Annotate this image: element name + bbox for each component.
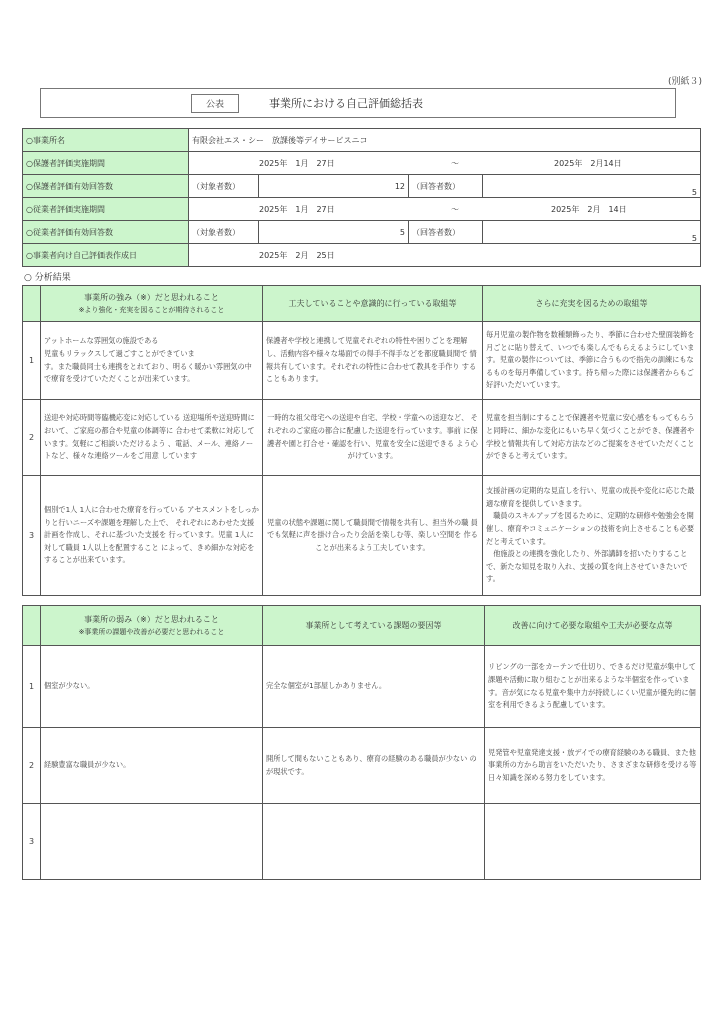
strength-text: アットホームな雰囲気の施設である 児童もリラックスして過ごすことができていま す。また職員同士も連携をとれており、明るく暖かい雰囲気の中で療育を受けていただくことが出来ています。 — [41, 322, 263, 400]
guardian-period-end: 2025年 2月14日 — [554, 159, 622, 168]
effort-text: 児童の状態や課題に関して職員間で情報を共有し、担当外の職 員でも気軽に声を掛け合ったり会話を楽しむ等、楽しい空間を 作ることが出来るよう工夫しています。 — [263, 476, 483, 596]
row-number: 2 — [23, 400, 41, 476]
guardian-target-count: 12 — [259, 175, 409, 198]
staff-period-label: ○従業者評価実施期間 — [23, 198, 189, 221]
strengths-col1-title: 事業所の強み（※）だと思われること — [84, 293, 219, 302]
weaknesses-col1-title: 事業所の弱み（※）だと思われること — [84, 615, 219, 624]
guardian-period-label: ○保護者評価実施期間 — [23, 152, 189, 175]
guardian-period-start: 2025年 1月 27日 — [259, 159, 335, 168]
strengths-col1-header — [41, 286, 263, 322]
page-title: 事業所における自己評価総括表 — [269, 97, 423, 110]
staff-period-sep: ～ — [451, 205, 459, 214]
improve-text: 毎月児童の製作物を数種類飾ったり、季節に合わせた壁面装飾を月ごとに貼り替えて、いつでも楽しんでもらえるようにしています。児童の製作については、季節に合うもので指先の訓練にもなるものを毎月準備しています。持ち帰った際には保護者からもご好評いただいています。 — [483, 322, 701, 400]
strength-text: 送迎や対応時間等臨機応変に対応している 送迎場所や送迎時間において、ご家庭の都合や児童の体調等に 合わせて柔軟に対応しています。気軽にご相談いただけるよう 、電話、メール、連絡ノートなど、様々な連絡ツールをご用意 しています — [41, 400, 263, 476]
table-row — [23, 646, 701, 728]
annex-label: (別紙３) — [667, 77, 702, 87]
weaknesses-table — [22, 605, 701, 880]
facility-info-table — [22, 128, 701, 267]
strengths-col2-header: 工夫していることや意識的に行っている取組等 — [263, 286, 483, 322]
staff-answer-label: （回答者数） — [409, 221, 483, 244]
row-number: 1 — [23, 646, 41, 728]
cause-text: 開所して間もないこともあり、療育の経験のある職員が少ない のが現状です。 — [263, 728, 485, 804]
guardian-period-row — [23, 152, 701, 175]
staff-count-label: ○従業者評価有効回答数 — [23, 221, 189, 244]
row-number: 2 — [23, 728, 41, 804]
created-row — [23, 244, 701, 267]
cause-text: 完全な個室が1部屋しかありません。 — [263, 646, 485, 728]
strengths-col1-note: ※より強化・充実を図ることが期待されること — [78, 306, 225, 314]
weaknesses-col3-header: 改善に向けて必要な取組や工夫が必要な点等 — [485, 606, 701, 646]
row-number: 1 — [23, 322, 41, 400]
facility-label: ○事業所名 — [23, 129, 189, 152]
strengths-table — [22, 285, 701, 596]
table-row — [23, 322, 701, 400]
staff-period-start: 2025年 1月 27日 — [259, 205, 335, 214]
staff-period-row — [23, 198, 701, 221]
weakness-text: 経験豊富な職員が少ない。 — [41, 728, 263, 804]
effort-text: 保護者や学校と連携して児童それぞれの特性や困りごとを理解 し、活動内容や様々な場面での得手不得手などを都度職員間で 情報共有しています。それぞれの特性に合わせて教具を手作り することもあります。 — [263, 322, 483, 400]
cause-text — [263, 804, 485, 880]
strengths-col3-header: さらに充実を図るための取組等 — [483, 286, 701, 322]
title-box — [40, 88, 676, 118]
weaknesses-col2-header: 事業所として考えている課題の要因等 — [263, 606, 485, 646]
improve-text: 児発管や児童発達支援・放デイでの療育経験のある職員、また他事業所の方から助言をいただいたり、さまざまな研修を受ける等日々知識を深める努力をしています。 — [485, 728, 701, 804]
row-number: 3 — [23, 804, 41, 880]
improve-text: 支援計画の定期的な見直しを行い、児童の成長や変化に応じた最適な療育を提供していきます。 職員のスキルアップを図るために、定期的な研修や勉強会を開催し、療育やコミュニケーションの技術を向上させることも必要だと考えています。 他施設との連携を強化したり、外部講師を招いたりすることで、新たな知見を取り入れ、支援の質を向上させていきたいです。 — [483, 476, 701, 596]
weakness-text: 個室が少ない。 — [41, 646, 263, 728]
weaknesses-col1-note: ※事業所の課題や改善が必要だと思われること — [78, 628, 225, 636]
created-label: ○事業者向け自己評価表作成日 — [23, 244, 189, 267]
weaknesses-header-row — [23, 606, 701, 646]
staff-target-count: 5 — [259, 221, 409, 244]
weaknesses-col1-header — [41, 606, 263, 646]
guardian-count-label: ○保護者評価有効回答数 — [23, 175, 189, 198]
guardian-period-sep: ～ — [451, 159, 459, 168]
guardian-answer-count: 5 — [483, 175, 701, 198]
staff-target-label: （対象者数） — [189, 221, 259, 244]
improve-text — [485, 804, 701, 880]
created-date: 2025年 2月 25日 — [259, 251, 335, 260]
table-row — [23, 400, 701, 476]
strengths-header-row — [23, 286, 701, 322]
weakness-text — [41, 804, 263, 880]
improve-text: リビングの一部をカーテンで仕切り、できるだけ児童が集中して課題や活動に取り組むことが出来るような半個室を作っています。音が気になる児童や集中力が持続しにくい児童が優先的に個室を利用できるよう配慮しています。 — [485, 646, 701, 728]
staff-answer-count: 5 — [483, 221, 701, 244]
guardian-count-row — [23, 175, 701, 198]
table-row — [23, 476, 701, 596]
facility-row — [23, 129, 701, 152]
staff-period-end: 2025年 2月 14日 — [551, 205, 627, 214]
staff-count-row — [23, 221, 701, 244]
public-badge: 公表 — [191, 94, 239, 113]
table-row — [23, 804, 701, 880]
analysis-section-label: ○ 分析結果 — [24, 273, 71, 283]
guardian-answer-label: （回答者数） — [409, 175, 483, 198]
row-number: 3 — [23, 476, 41, 596]
table-row — [23, 728, 701, 804]
effort-text: 一時的な祖父母宅への送迎や自宅、学校・学童への送迎など、 それぞれのご家庭の都合に配慮した送迎を行っています。事前 に保護者や園と打合せ・確認を行い、児童を安全に送迎できる よう心がけています。 — [263, 400, 483, 476]
guardian-target-label: （対象者数） — [189, 175, 259, 198]
improve-text: 児童を担当制にすることで保護者や児童に安心感をもってもらうと同時に、細かな変化にもいち早く気づくことができ、保護者や学校と情報共有して対応方法などのご提案をさせていただくことができると考えています。 — [483, 400, 701, 476]
facility-name: 有限会社エス・シー 放課後等デイサービスニコ — [189, 129, 701, 152]
strength-text: 個別で1人 1人に合わせた療育を行っている アセスメントをしっかりと行いニーズや課題を理解した上で、 それぞれにあわせた支援計画を作成し、それに基づいた支援を 行っています。児童 1人に対して職員 1人以上を配置すること によって、きめ細かな対応をすることが出来ています。 — [41, 476, 263, 596]
